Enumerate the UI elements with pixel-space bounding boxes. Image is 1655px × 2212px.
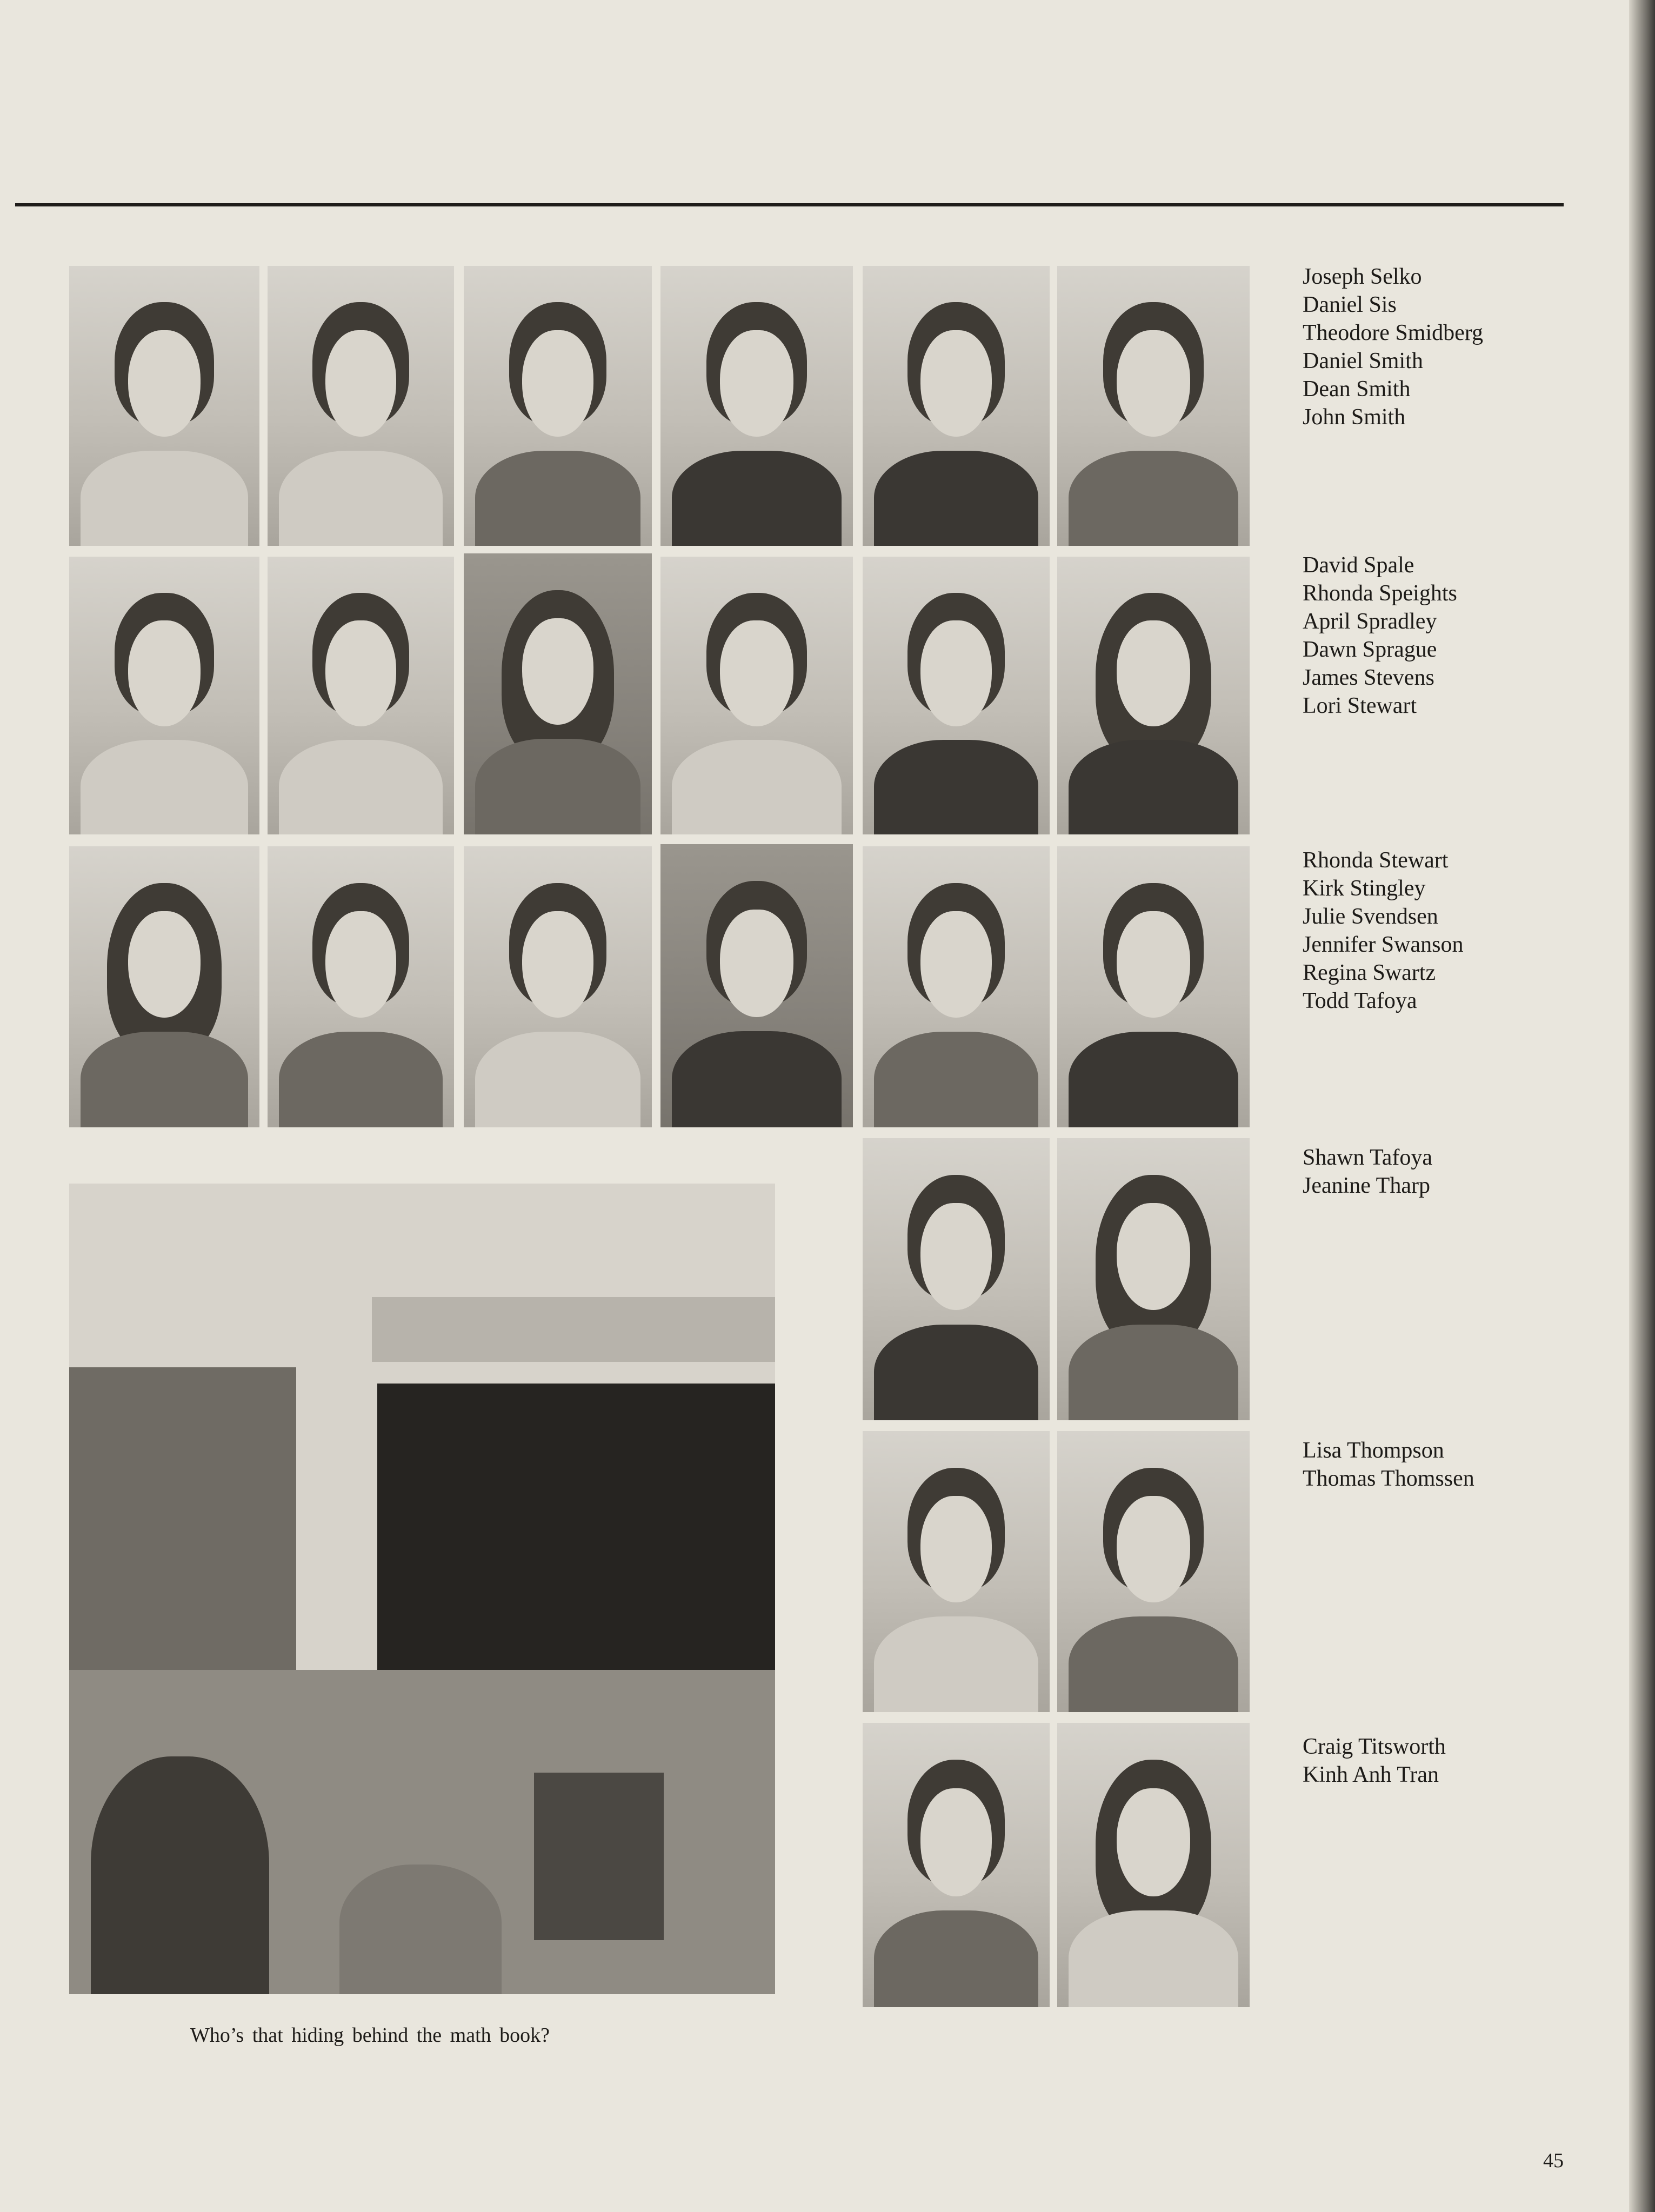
student-name: Dean Smith xyxy=(1303,377,1411,402)
page-edge-shadow xyxy=(1629,0,1655,2212)
portrait-jeanine-tharp xyxy=(1057,1138,1250,1420)
name-list-row-6 xyxy=(1303,1733,1446,1789)
student-name: Rhonda Speights xyxy=(1303,581,1457,606)
student-name: Kirk Stingley xyxy=(1303,876,1426,901)
student-name: Lori Stewart xyxy=(1303,693,1417,718)
photo-caption: Who’s that hiding behind the math book? xyxy=(190,2024,550,2047)
student-name: David Spale xyxy=(1303,553,1414,578)
student-name: Lisa Thompson xyxy=(1303,1438,1444,1463)
portrait-lori-stewart xyxy=(1057,557,1250,834)
name-list-row-1 xyxy=(1303,263,1483,431)
student-name: Kinh Anh Tran xyxy=(1303,1762,1439,1787)
student-name: Joseph Selko xyxy=(1303,264,1422,289)
student-name: April Spradley xyxy=(1303,609,1437,634)
portrait-regina-swartz xyxy=(863,846,1050,1127)
portrait-dawn-sprague xyxy=(660,557,853,834)
portrait-joseph-selko xyxy=(69,266,259,546)
name-list-row-5 xyxy=(1303,1436,1474,1493)
portrait-theodore-smidberg xyxy=(464,266,652,546)
student-name: Daniel Smith xyxy=(1303,349,1423,373)
student-name: Jeanine Tharp xyxy=(1303,1173,1430,1198)
student-name: Todd Tafoya xyxy=(1303,988,1417,1013)
student-name: Shawn Tafoya xyxy=(1303,1145,1433,1170)
portrait-shawn-tafoya xyxy=(863,1138,1050,1420)
name-list-row-4 xyxy=(1303,1144,1432,1200)
portrait-rhonda-speights xyxy=(268,557,454,834)
student-name: Dawn Sprague xyxy=(1303,637,1437,662)
portrait-daniel-smith xyxy=(660,266,853,546)
portrait-julie-svendsen xyxy=(464,846,652,1127)
student-name: John Smith xyxy=(1303,405,1406,430)
portrait-todd-tafoya xyxy=(1057,846,1250,1127)
student-name: Thomas Thomssen xyxy=(1303,1466,1474,1491)
student-name: Craig Titsworth xyxy=(1303,1734,1446,1759)
classroom-photo xyxy=(69,1184,775,1994)
portrait-kirk-stingley xyxy=(268,846,454,1127)
portrait-april-spradley xyxy=(464,553,652,834)
student-name: Rhonda Stewart xyxy=(1303,848,1449,873)
student-name: Regina Swartz xyxy=(1303,960,1436,985)
student-name: James Stevens xyxy=(1303,665,1434,690)
portrait-lisa-thompson xyxy=(863,1431,1050,1712)
portrait-thomas-thomssen xyxy=(1057,1431,1250,1712)
name-list-row-3 xyxy=(1303,846,1463,1015)
portrait-craig-titsworth xyxy=(863,1723,1050,2007)
portrait-jennifer-swanson xyxy=(660,844,853,1127)
portrait-rhonda-stewart xyxy=(69,846,259,1127)
page-number: 45 xyxy=(1543,2149,1564,2172)
portrait-kinh-anh-tran xyxy=(1057,1723,1250,2007)
name-list-row-2 xyxy=(1303,551,1457,720)
portrait-david-spale xyxy=(69,557,259,834)
portrait-daniel-sis xyxy=(268,266,454,546)
student-name: Theodore Smidberg xyxy=(1303,320,1483,345)
student-name: Jennifer Swanson xyxy=(1303,932,1464,957)
portrait-john-smith xyxy=(1057,266,1250,546)
portrait-james-stevens xyxy=(863,557,1050,834)
portrait-dean-smith xyxy=(863,266,1050,546)
student-name: Daniel Sis xyxy=(1303,292,1397,317)
header-rule xyxy=(15,203,1564,206)
student-name: Julie Svendsen xyxy=(1303,904,1438,929)
